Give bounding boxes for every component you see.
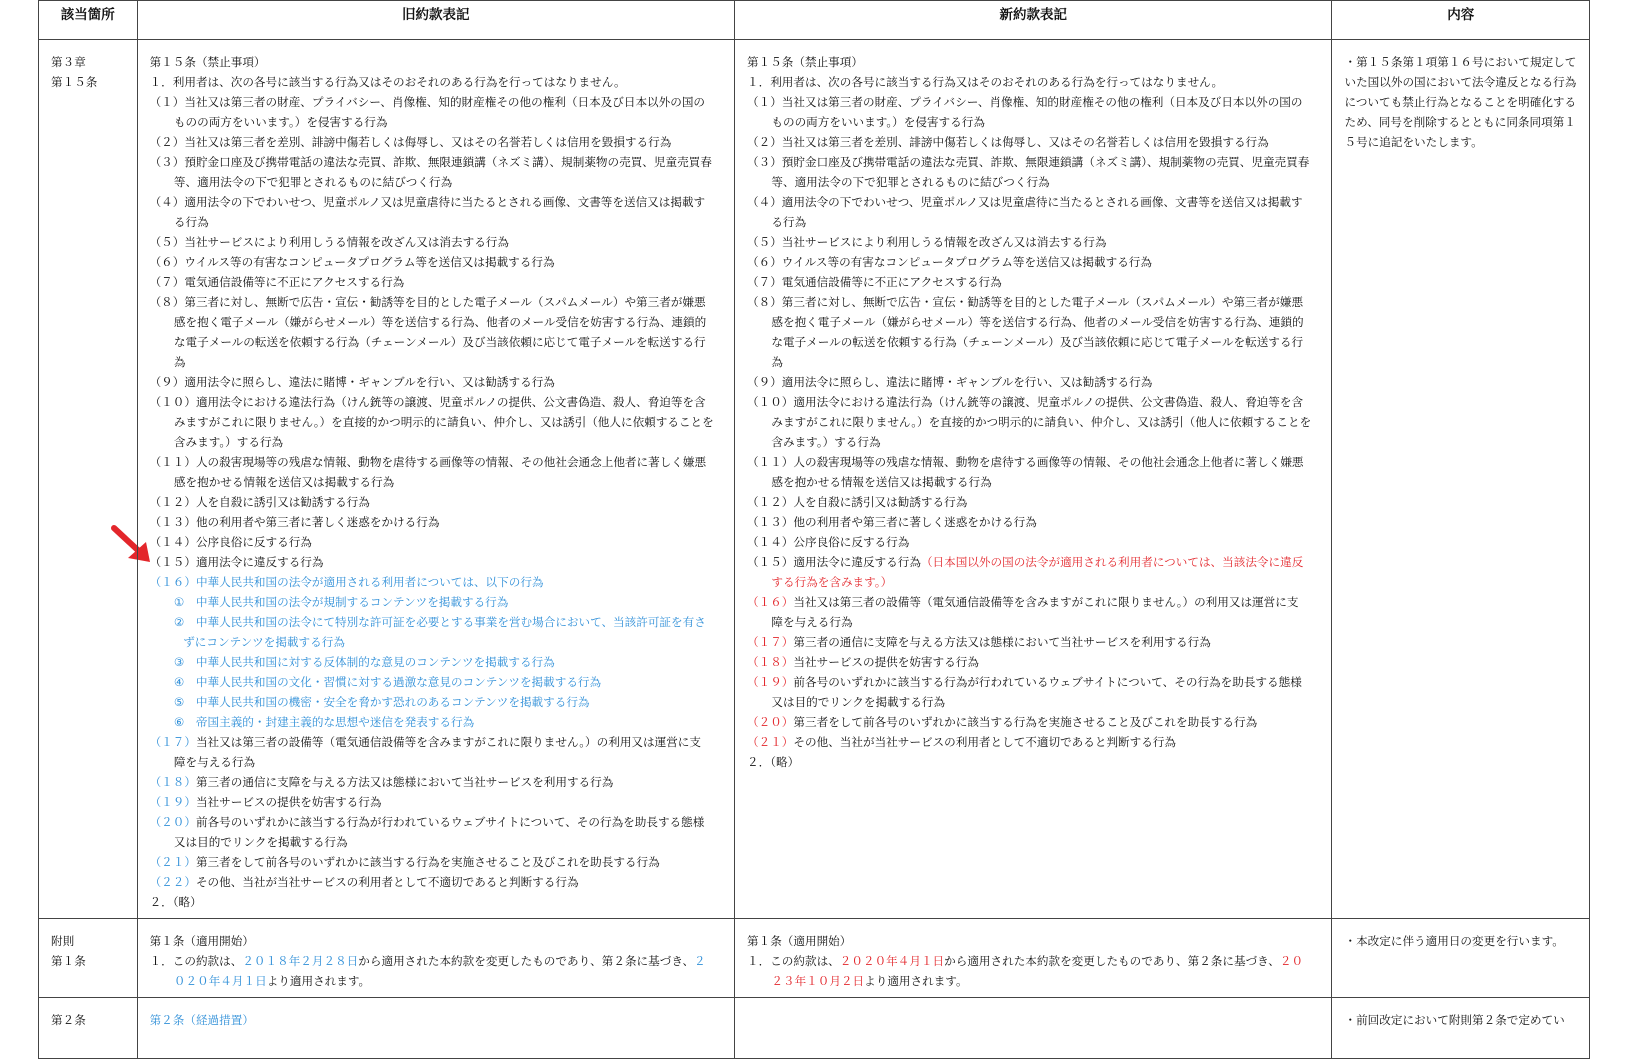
old-line: （１３）他の利用者や第三者に著しく迷惑をかける行為 bbox=[149, 515, 440, 529]
header-old-terms: 旧約款表記 bbox=[137, 1, 734, 40]
old-line: （１９）当社サービスの提供を妨害する行為 bbox=[149, 795, 382, 809]
old-line: 障を与える行為 bbox=[173, 755, 256, 769]
table-row bbox=[39, 40, 1590, 919]
new-line: （４）適用法令の下でわいせつ、児童ポルノ又は児童虐待に当たるとされる画像、文書等を送信又は掲載す bbox=[747, 195, 1303, 209]
comparison-table bbox=[38, 0, 1590, 1059]
old-line: （７）電気通信設備等に不正にアクセスする行為 bbox=[149, 275, 405, 289]
new-line: （１１）人の殺害現場等の残虐な情報、動物を虐待する画像等の情報、その他社会通念上他者に著しく嫌悪 bbox=[747, 455, 1304, 469]
old-line: １．利用者は、次の各号に該当する行為又はそのおそれのある行為を行ってはなりません。 bbox=[149, 75, 626, 89]
old-sup-title: 第１条（適用開始） bbox=[149, 934, 254, 948]
new-line: （８）第三者に対し、無断で広告・宣伝・勧誘等を目的とした電子メール（スパムメール）や第三者が嫌悪 bbox=[747, 295, 1304, 309]
new-line: （１２）人を自殺に誘引又は勧誘する行為 bbox=[747, 495, 968, 509]
old-line: （１４）公序良俗に反する行為 bbox=[149, 535, 312, 549]
section-supplementary: 附則 bbox=[51, 934, 75, 948]
old-line: （６）ウイルス等の有害なコンピュータプログラム等を送信又は掲載する行為 bbox=[149, 255, 555, 269]
header-row bbox=[39, 1, 1590, 40]
section-cell bbox=[39, 40, 138, 919]
new-line: （５）当社サービスにより利用しうる情報を改ざん又は消去する行為 bbox=[747, 235, 1107, 249]
new-line: （１４）公序良俗に反する行為 bbox=[747, 535, 910, 549]
old-line: 等、適用法令の下で犯罪とされるものに結びつく行為 bbox=[173, 175, 453, 189]
header-content: 内容 bbox=[1332, 1, 1590, 40]
old-line: （１６）中華人民共和国の法令が適用される利用者については、以下の行為 bbox=[149, 575, 544, 589]
new-line: る行為 bbox=[771, 215, 807, 229]
new-terms-cell bbox=[735, 998, 1332, 1059]
old-line: （１０）適用法令における違法行為（けん銃等の譲渡、児童ポルノの提供、公文書偽造、殺人、脅迫等を含 bbox=[149, 395, 706, 409]
old-line: （２１）第三者をして前各号のいずれかに該当する行為を実施させること及びこれを助長する行為 bbox=[149, 855, 660, 869]
old-line: （９）適用法令に照らし、違法に賭博・ギャンブルを行い、又は勧誘する行為 bbox=[149, 375, 555, 389]
comparison-document bbox=[38, 0, 1590, 1027]
section-cell bbox=[39, 919, 138, 998]
new-line: 等、適用法令の下で犯罪とされるものに結びつく行為 bbox=[771, 175, 1050, 189]
section-article: 第１条 bbox=[51, 954, 86, 968]
old-line: （３）預貯金口座及び携帯電話の違法な売買、詐欺、無限連鎖講（ネズミ講）、規制薬物の売買、児童売買春 bbox=[149, 155, 712, 169]
new-line: １．利用者は、次の各号に該当する行為又はそのおそれのある行為を行ってはなりません。 bbox=[747, 75, 1224, 89]
old-line: （１７）当社又は第三者の設備等（電気通信設備等を含みますがこれに限りません。）の利用又は運営に支 bbox=[149, 735, 701, 749]
old-line: な電子メールの転送を依頼する行為（チェーンメール）及び当該依頼に応じて電子メールを転送する行 bbox=[173, 335, 706, 349]
new-line: （１９）前各号のいずれかに該当する行為が行われているウェブサイトについて、その行為を助長する態様 bbox=[747, 675, 1302, 689]
new-line: （１）当社又は第三者の財産、プライバシー、肖像権、知的財産権その他の権利（日本及び日本以外の国の bbox=[747, 95, 1303, 109]
new-line: 為 bbox=[771, 355, 783, 369]
new-line: な電子メールの転送を依頼する行為（チェーンメール）及び当該依頼に応じて電子メールを転送する行 bbox=[771, 335, 1304, 349]
old-line: （１２）人を自殺に誘引又は勧誘する行為 bbox=[149, 495, 370, 509]
new-line: （２）当社又は第三者を差別、誹謗中傷若しくは侮辱し、又はその名誉若しくは信用を毀損する行為 bbox=[747, 135, 1269, 149]
old-line: （５）当社サービスにより利用しうる情報を改ざん又は消去する行為 bbox=[149, 235, 509, 249]
old-line: （２）当社又は第三者を差別、誹謗中傷若しくは侮辱し、又はその名誉若しくは信用を毀損する行為 bbox=[149, 135, 672, 149]
new-line: （１６）当社又は第三者の設備等（電気通信設備等を含みますがこれに限りません。）の利用又は運営に支 bbox=[747, 595, 1299, 609]
old-line: る行為 bbox=[173, 215, 209, 229]
new-sup-line1: １．この約款は、２０２０年４月１日から適用された本約款を変更したものであり、第２条に基づき、２０ bbox=[747, 954, 1304, 968]
old-line: 第１５条（禁止事項） bbox=[149, 55, 266, 69]
old-line: みますがこれに限りません。）を直接的かつ明示的に請負い、仲介し、又は誘引（他人に依頼することを bbox=[173, 415, 714, 429]
section-cell bbox=[39, 998, 138, 1059]
new-terms-cell bbox=[735, 40, 1332, 919]
section-article: 第２条 bbox=[51, 1013, 86, 1027]
new-line: （１５）適用法令に違反する行為（日本国以外の国の法令が適用される利用者については、当該法令に違反 bbox=[747, 555, 1304, 569]
new-line: ものの両方をいいます。）を侵害する行為 bbox=[771, 115, 985, 129]
new-line: （３）預貯金口座及び携帯電話の違法な売買、詐欺、無限連鎖講（ネズミ講）、規制薬物の売買、児童売買春 bbox=[747, 155, 1310, 169]
content-cell bbox=[1332, 919, 1590, 998]
old-line: 為 bbox=[173, 355, 186, 369]
change-note: ・前回改定において附則第２条で定めてい bbox=[1344, 1013, 1565, 1027]
header-new-terms: 新約款表記 bbox=[735, 1, 1332, 40]
new-line: ２．（略） bbox=[747, 755, 800, 769]
old-art2-title: 第２条（経過措置） bbox=[149, 1013, 254, 1027]
new-line: （１８）当社サービスの提供を妨害する行為 bbox=[747, 655, 979, 669]
old-line: ずにコンテンツを掲載する行為 bbox=[183, 635, 345, 649]
old-line: ２．（略） bbox=[149, 895, 202, 909]
change-note: ・本改定に伴う適用日の変更を行います。 bbox=[1344, 934, 1564, 948]
old-line: （４）適用法令の下でわいせつ、児童ポルノ又は児童虐待に当たるとされる画像、文書等を送信又は掲載す bbox=[149, 195, 706, 209]
new-line: （２０）第三者をして前各号のいずれかに該当する行為を実施させること及びこれを助長する行為 bbox=[747, 715, 1258, 729]
table-row bbox=[39, 998, 1590, 1059]
old-line: ④ 中華人民共和国の文化・習慣に対する過激な意見のコンテンツを掲載する行為 bbox=[173, 675, 602, 689]
old-sup-line1: １．この約款は、２０１８年２月２８日から適用された本約款を変更したものであり、第２条に基づき、２ bbox=[149, 954, 706, 968]
header-section: 該当箇所 bbox=[39, 1, 138, 40]
new-line: 感を抱かせる情報を送信又は掲載する行為 bbox=[771, 475, 992, 489]
old-line: （１）当社又は第三者の財産、プライバシー、肖像権、知的財産権その他の権利（日本及び日本以外の国の bbox=[149, 95, 706, 109]
old-terms-cell bbox=[137, 998, 734, 1059]
new-line: （９）適用法令に照らし、違法に賭博・ギャンブルを行い、又は勧誘する行為 bbox=[747, 375, 1153, 389]
old-line: （２０）前各号のいずれかに該当する行為が行われているウェブサイトについて、その行為を助長する態様 bbox=[149, 815, 705, 829]
new-line: （１０）適用法令における違法行為（けん銃等の譲渡、児童ポルノの提供、公文書偽造、殺人、脅迫等を含 bbox=[747, 395, 1304, 409]
new-sup-line2: ２３年１０月２日より適用されます。 bbox=[771, 974, 968, 988]
new-line: 含みます。）する行為 bbox=[771, 435, 881, 449]
new-terms-cell bbox=[735, 919, 1332, 998]
old-line: ものの両方をいいます。）を侵害する行為 bbox=[173, 115, 388, 129]
old-sup-line2: ０２０年４月１日より適用されます。 bbox=[173, 974, 371, 988]
new-line: （１３）他の利用者や第三者に著しく迷惑をかける行為 bbox=[747, 515, 1037, 529]
change-note: ・第１５条第１項第１６号において規定していた国以外の国において法令違反となる行為についても禁止行為となることを明確化するため、同号を削除するとともに同条同項第１５号に追記をいたします。 bbox=[1344, 55, 1577, 149]
new-line: 感を抱く電子メール（嫌がらせメール）等を送信する行為、他者のメール受信を妨害する行為、連鎖的 bbox=[771, 315, 1304, 329]
content-cell bbox=[1332, 998, 1590, 1059]
new-line: （６）ウイルス等の有害なコンピュータプログラム等を送信又は掲載する行為 bbox=[747, 255, 1152, 269]
new-line: 第１５条（禁止事項） bbox=[747, 55, 863, 69]
new-sup-title: 第１条（適用開始） bbox=[747, 934, 852, 948]
table-row bbox=[39, 919, 1590, 998]
old-line: 含みます。）する行為 bbox=[173, 435, 284, 449]
old-line: （１５）適用法令に違反する行為 bbox=[149, 555, 324, 569]
content-cell bbox=[1332, 40, 1590, 919]
new-line: 又は目的でリンクを掲載する行為 bbox=[771, 695, 946, 709]
old-line: （１８）第三者の通信に支障を与える方法又は態様において当社サービスを利用する行為 bbox=[149, 775, 614, 789]
new-line: 障を与える行為 bbox=[771, 615, 853, 629]
old-line: 感を抱く電子メール（嫌がらせメール）等を送信する行為、他者のメール受信を妨害する行為、連鎖的 bbox=[173, 315, 707, 329]
old-line: ⑤ 中華人民共和国の機密・安全を脅かす恐れのあるコンテンツを掲載する行為 bbox=[173, 695, 590, 709]
old-terms-cell bbox=[137, 919, 734, 998]
old-line: ① 中華人民共和国の法令が規制するコンテンツを掲載する行為 bbox=[173, 595, 509, 609]
new-line: （２１）その他、当社が当社サービスの利用者として不適切であると判断する行為 bbox=[747, 735, 1177, 749]
old-line: ⑥ 帝国主義的・封建主義的な思想や迷信を発表する行為 bbox=[173, 715, 475, 729]
new-line: みますがこれに限りません。）を直接的かつ明示的に請負い、仲介し、又は誘引（他人に依頼することを bbox=[771, 415, 1312, 429]
old-line: （２２）その他、当社が当社サービスの利用者として不適切であると判断する行為 bbox=[149, 875, 579, 889]
old-line: ② 中華人民共和国の法令にて特別な許可証を必要とする事業を営む場合において、当該許可証を有さ bbox=[173, 615, 706, 629]
new-line: （７）電気通信設備等に不正にアクセスする行為 bbox=[747, 275, 1002, 289]
section-article: 第１５条 bbox=[51, 75, 98, 89]
old-terms-cell bbox=[137, 40, 734, 919]
old-line: 又は目的でリンクを掲載する行為 bbox=[173, 835, 348, 849]
old-line: ③ 中華人民共和国に対する反体制的な意見のコンテンツを掲載する行為 bbox=[173, 655, 555, 669]
new-line: する行為を含みます。） bbox=[771, 575, 893, 589]
old-line: （８）第三者に対し、無断で広告・宣伝・勧誘等を目的とした電子メール（スパムメール）や第三者が嫌悪 bbox=[149, 295, 706, 309]
new-line: （１７）第三者の通信に支障を与える方法又は態様において当社サービスを利用する行為 bbox=[747, 635, 1211, 649]
old-line: （１１）人の殺害現場等の残虐な情報、動物を虐待する画像等の情報、その他社会通念上他者に著しく嫌悪 bbox=[149, 455, 707, 469]
section-chapter: 第３章 bbox=[51, 55, 86, 69]
old-line: 感を抱かせる情報を送信又は掲載する行為 bbox=[173, 475, 395, 489]
